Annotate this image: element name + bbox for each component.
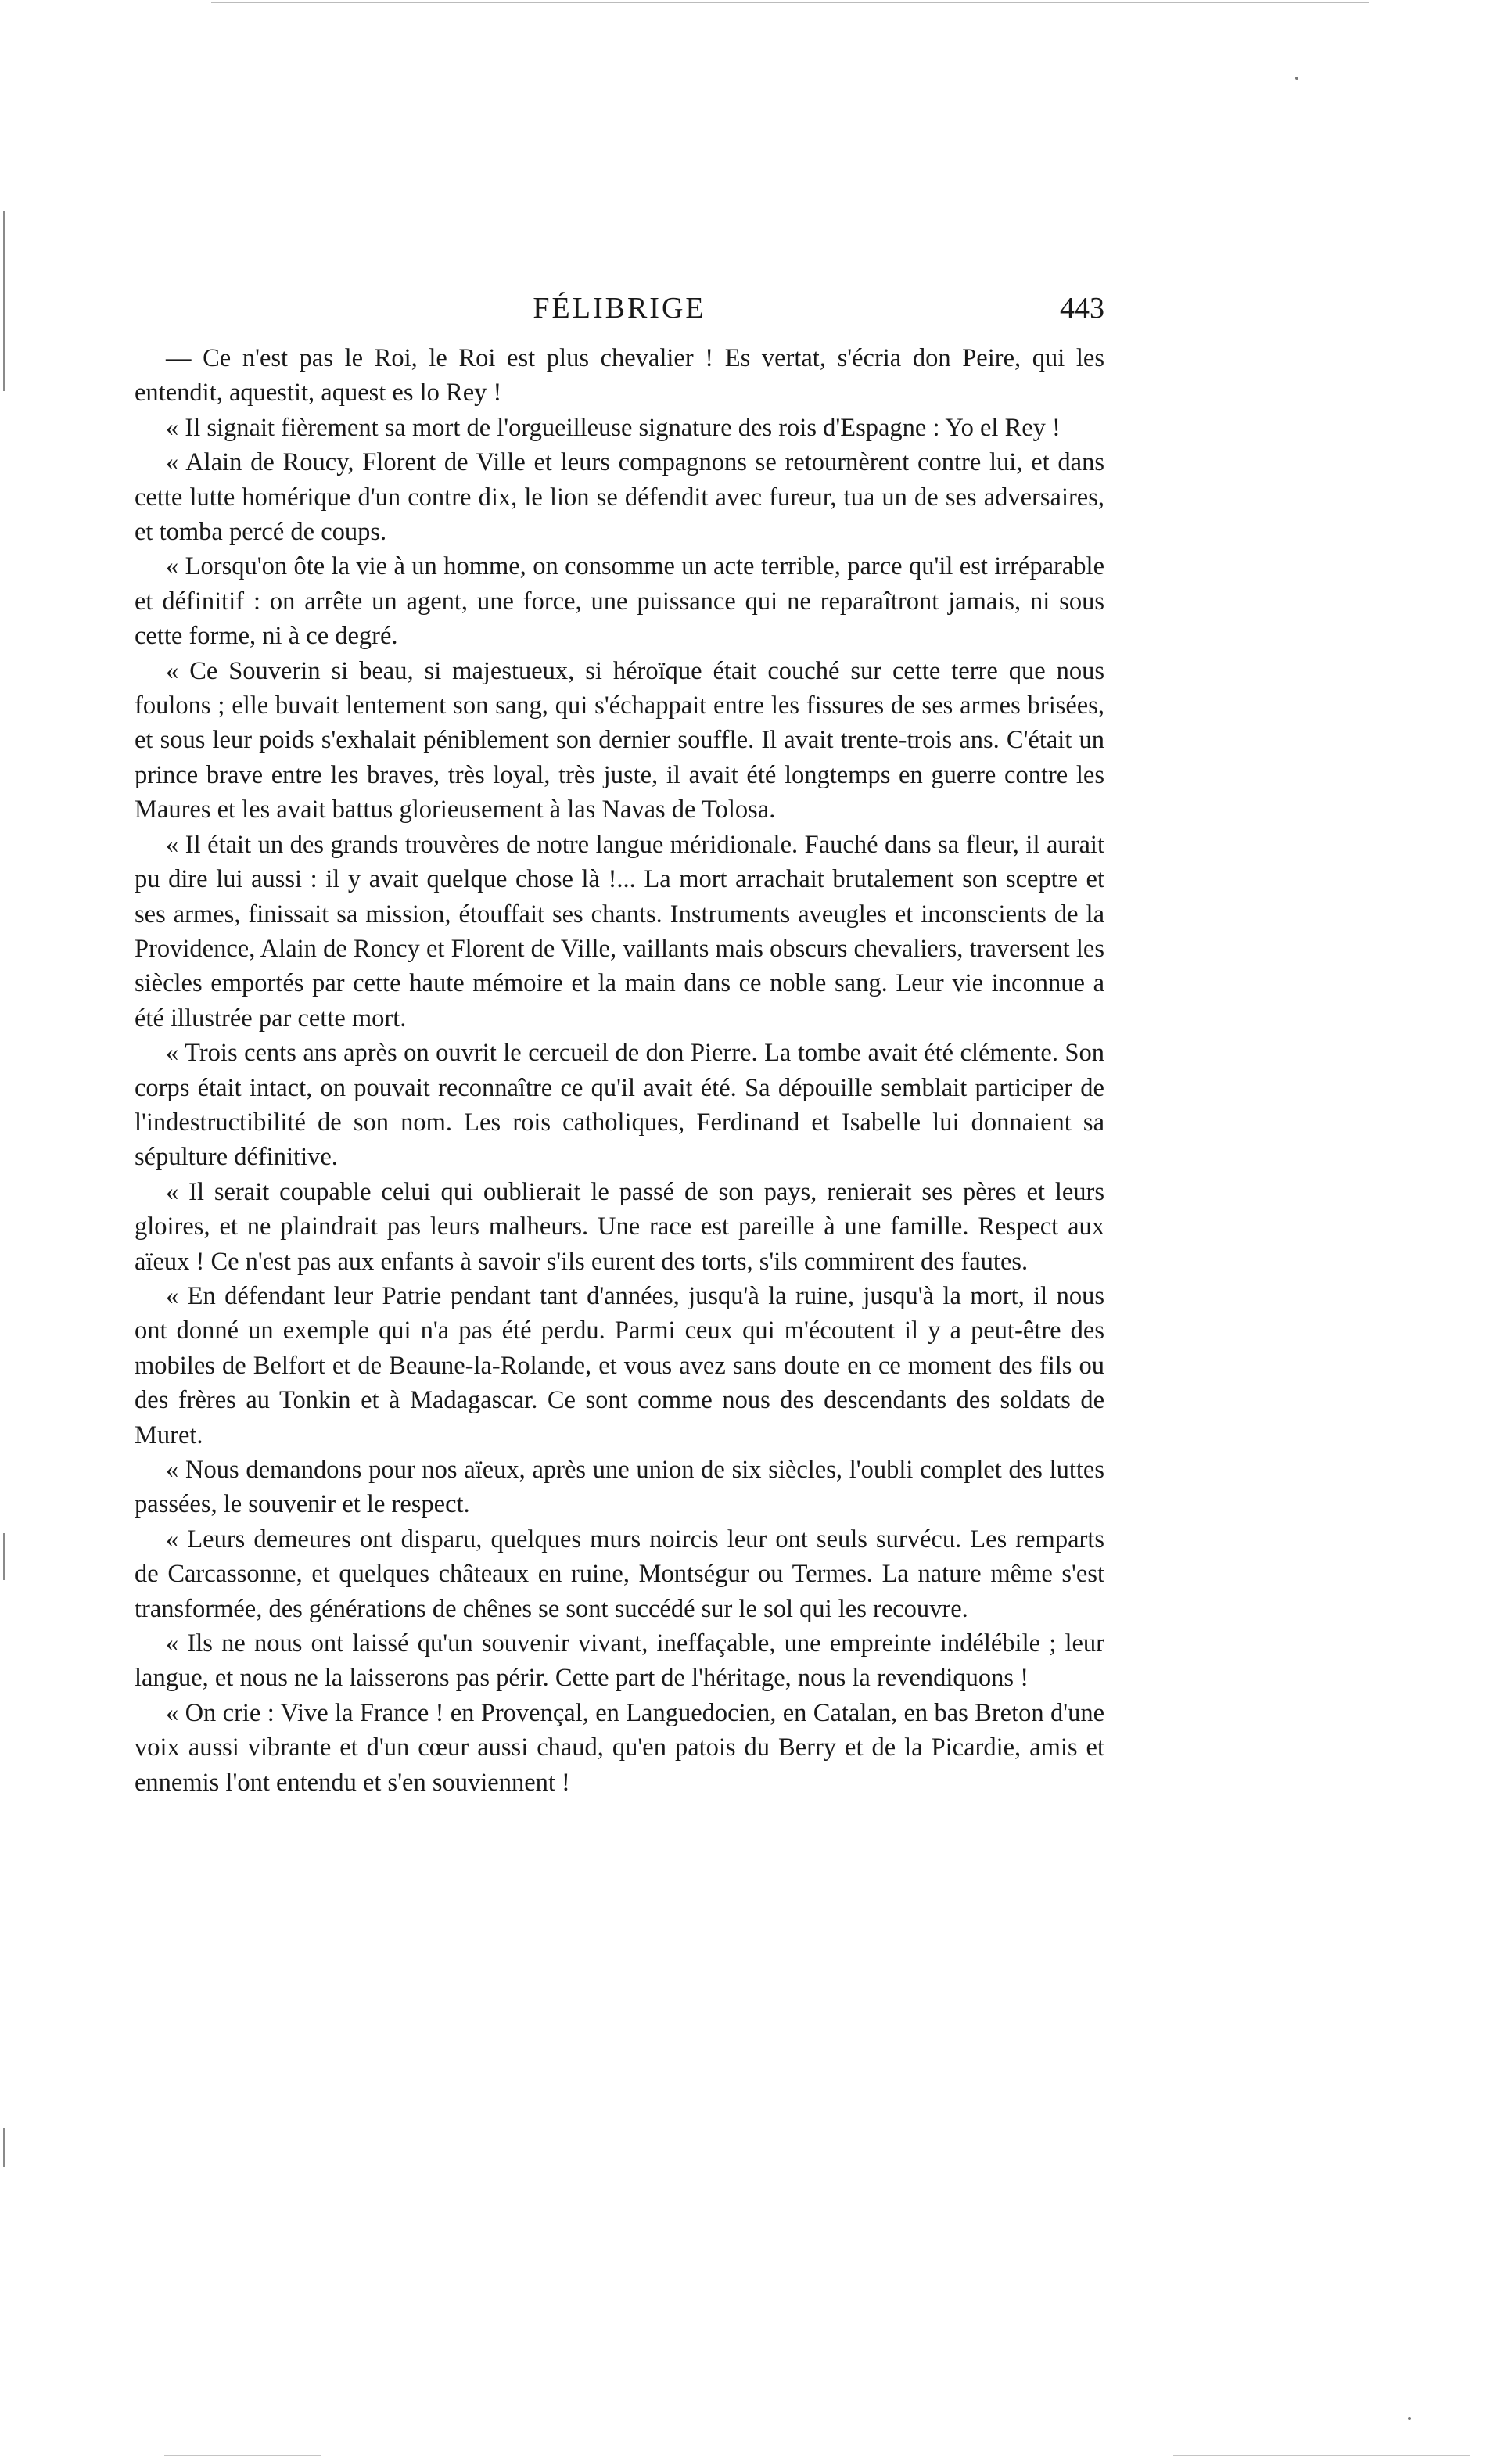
scan-margin-mark [3,1533,5,1580]
paragraph: « Trois cents ans après on ouvrit le cercueil de don Pierre. La tombe avait été clémente. Son corps était intact, on pouvait reconnaître ce qu'il avait été. Sa dépouille semblait participer de l'indestructibilité de son nom. Les rois catholiques, Ferdinand et Isabelle lui donnaient sa sépulture définitive. [135,1039,1104,1172]
scan-speck [1408,2417,1411,2420]
paragraph: « On crie : Vive la France ! en Provençal, en Languedocien, en Catalan, en bas Breton d'une voix aussi vibrante et d'un cœur aussi chaud, qu'en patois du Berry et de la Picardie, amis et ennemis l'ont entendu et s'en souviennent ! [135,1698,1104,1797]
scan-margin-mark [3,211,5,391]
paragraph: « Il signait fièrement sa mort de l'orgueilleuse signature des rois d'Espagne : Yo el Rey ! [166,413,1061,442]
paragraph: « Il serait coupable celui qui oublierait le passé de son pays, renierait ses pères et leurs gloires, et ne plaindrait pas leurs malheurs. Une race est pareille à une famille. Respect aux aïeux ! Ce n'est pas aux enfants à savoir s'ils eurent des torts, s'ils commirent des fautes. [135,1177,1104,1276]
paragraph: — Ce n'est pas le Roi, le Roi est plus chevalier ! Es vertat, s'écria don Peire, qui les entendit, aquestit, aquest es lo Rey ! [135,344,1104,408]
scan-speck [1295,77,1298,80]
page-number: 443 [1060,292,1104,325]
body-text [135,341,1104,1800]
paragraph: « Nous demandons pour nos aïeux, après une union de six siècles, l'oubli complet des luttes passées, le souvenir et le respect. [135,1456,1104,1519]
scan-edge-line [211,2,1369,3]
paragraph: « Ils ne nous ont laissé qu'un souvenir vivant, ineffaçable, une empreinte indélébile ; leur langue, et nous ne la laisserons pas périr. Cette part de l'héritage, nous la revendiquons ! [135,1629,1104,1693]
paragraph: « En défendant leur Patrie pendant tant d'années, jusqu'à la ruine, jusqu'à la mort, il nous ont donné un exemple qui n'a pas été perdu. Parmi ceux qui m'écoutent il y a peut-être des mobiles de Belfort et de Beaune-la-Rolande, et vous avez sans doute en ce moment des fils ou des frères au Tonkin et à Madagascar. Ce sont comme nous des descendants des soldats de Muret. [135,1281,1104,1449]
scan-margin-mark [3,2128,5,2167]
paragraph: « Alain de Roucy, Florent de Ville et leurs compagnons se retournèrent contre lui, et dans cette lutte homérique d'un contre dix, le lion se défendit avec fureur, tua un de ses adversaires, et tomba percé de coups. [135,448,1104,547]
running-title: FÉLIBRIGE [533,292,706,325]
paragraph: « Leurs demeures ont disparu, quelques murs noircis leur ont seuls survécu. Les remparts de Carcassonne, et quelques châteaux en ruine, Montségur ou Termes. La nature même s'est transformée, des générations de chênes se sont succédé sur le sol qui les recouvre. [135,1525,1104,1623]
scan-edge-line [164,2455,321,2456]
paragraph: « Ce Souverin si beau, si majestueux, si héroïque était couché sur cette terre que nous foulons ; elle buvait lentement son sang, qui s'échappait entre les fissures de ses armes brisées, et sous leur poids s'exhalait péniblement son dernier souffle. Il avait trente-trois ans. C'était un prince brave entre les braves, très loyal, très juste, il avait été longtemps en guerre contre les Maures et les avait battus glorieusement à las Navas de Tolosa. [135,656,1104,824]
scan-edge-line [1173,2455,1470,2456]
paragraph: « Lorsqu'on ôte la vie à un homme, on consomme un acte terrible, parce qu'il est irréparable et définitif : on arrête un agent, une force, une puissance qui ne reparaîtront jamais, ni sous cette forme, ni à ce degré. [135,552,1104,651]
running-header [135,291,1104,330]
paragraph: « Il était un des grands trouvères de notre langue méridionale. Fauché dans sa fleur, il aurait pu dire lui aussi : il y avait quelque chose là !... La mort arrachait brutalement son sceptre et ses armes, finissait sa mission, étouffait ses chants. Instruments aveugles et inconscients de la Providence, Alain de Roncy et Florent de Ville, vaillants mais obscurs chevaliers, traversent les siècles emportés par cette haute mémoire et la main dans ce noble sang. Leur vie inconnue a été illustrée par cette mort. [135,830,1104,1033]
